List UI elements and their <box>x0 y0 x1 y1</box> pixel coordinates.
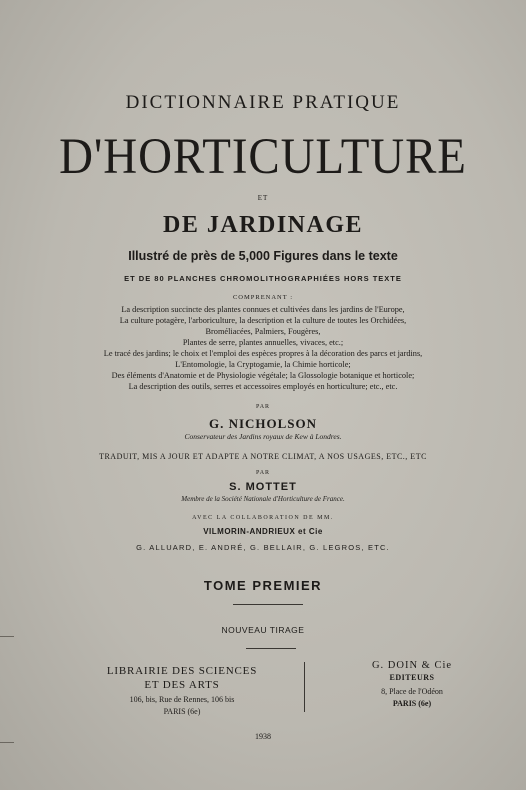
edge-mark <box>0 636 14 637</box>
description-line: Broméliacées, Palmiers, Fougères, <box>205 327 321 336</box>
conjunction-et: ET <box>257 194 269 202</box>
comprenant-label: COMPRENANT : <box>232 294 294 301</box>
description-line: La description succincte des plantes connues et cultivées dans les jardins de l'Europe, <box>121 305 405 314</box>
publisher-right-role: EDITEURS <box>389 673 435 682</box>
translator-name: S. MOTTET <box>229 481 297 493</box>
plates-note: ET DE 80 PLANCHES CHROMOLITHOGRAPHIÉES HORS TEXTE <box>124 274 402 283</box>
author-name: G. NICHOLSON <box>208 416 318 431</box>
publisher-divider <box>304 662 305 712</box>
author-role: Conservateur des Jardins royaux de Kew à Londres. <box>184 432 342 441</box>
divider <box>246 648 296 649</box>
main-title: D'HORTICULTURE <box>59 129 467 185</box>
collaborator-firm: VILMORIN-ANDRIEUX et Cie <box>203 527 323 536</box>
description-line: Des éléments d'Anatomie et de Physiologie végétale; la Glossologie botanique et horticole; <box>111 371 415 380</box>
publisher-left-city: PARIS (6e) <box>163 707 201 716</box>
contents-description <box>0 304 526 392</box>
par-label: PAR <box>255 404 271 410</box>
collaboration-label: AVEC LA COLLABORATION DE MM. <box>192 515 334 521</box>
publisher-left-line2: ET DES ARTS <box>144 679 220 691</box>
publisher-left <box>92 664 272 716</box>
description-line: Plantes de serre, plantes annuelles, vivaces, etc.; <box>182 338 344 347</box>
title-line-1: DICTIONNAIRE PRATIQUE <box>125 92 401 113</box>
description-line: L'Entomologie, la Cryptogamie, la Chimie horticole; <box>175 360 351 369</box>
publisher-left-address: 106, bis, Rue de Rennes, 106 bis <box>129 695 235 704</box>
printing-note: NOUVEAU TIRAGE <box>221 625 305 635</box>
publisher-right-name: G. DOIN & Cie <box>371 660 453 671</box>
collaborator-names: G. ALLUARD, E. ANDRÉ, G. BELLAIR, G. LEGROS, ETC. <box>136 543 390 552</box>
illustration-note: Illustré de près de 5,000 Figures dans le texte <box>128 249 398 263</box>
description-line: La description des outils, serres et accessoires employés en horticulture; etc., etc. <box>128 382 398 391</box>
description-line: La culture potagère, l'arboriculture, la description et la culture de toutes les Orchidées, <box>119 316 407 325</box>
publication-year: 1938 <box>255 732 271 741</box>
publisher-right <box>346 660 478 708</box>
translator-role: Membre de la Société Nationale d'Horticulture de France. <box>181 495 345 503</box>
divider <box>233 604 303 605</box>
publisher-left-line1: LIBRAIRIE DES SCIENCES <box>106 665 258 677</box>
volume-title: TOME PREMIER <box>203 578 323 593</box>
translation-note: TRADUIT, MIS A JOUR ET ADAPTE A NOTRE CLIMAT, A NOS USAGES, ETC., ETC <box>99 452 427 461</box>
description-line: Le tracé des jardins; le choix et l'emploi des espèces propres à la décoration des parcs et jardins, <box>103 349 423 358</box>
publisher-right-city: PARIS (6e) <box>392 699 432 708</box>
publisher-right-address: 8, Place de l'Odéon <box>381 687 443 696</box>
title-line-3: DE JARDINAGE <box>162 212 363 238</box>
par-label: PAR <box>255 470 271 476</box>
edge-mark <box>0 742 14 743</box>
